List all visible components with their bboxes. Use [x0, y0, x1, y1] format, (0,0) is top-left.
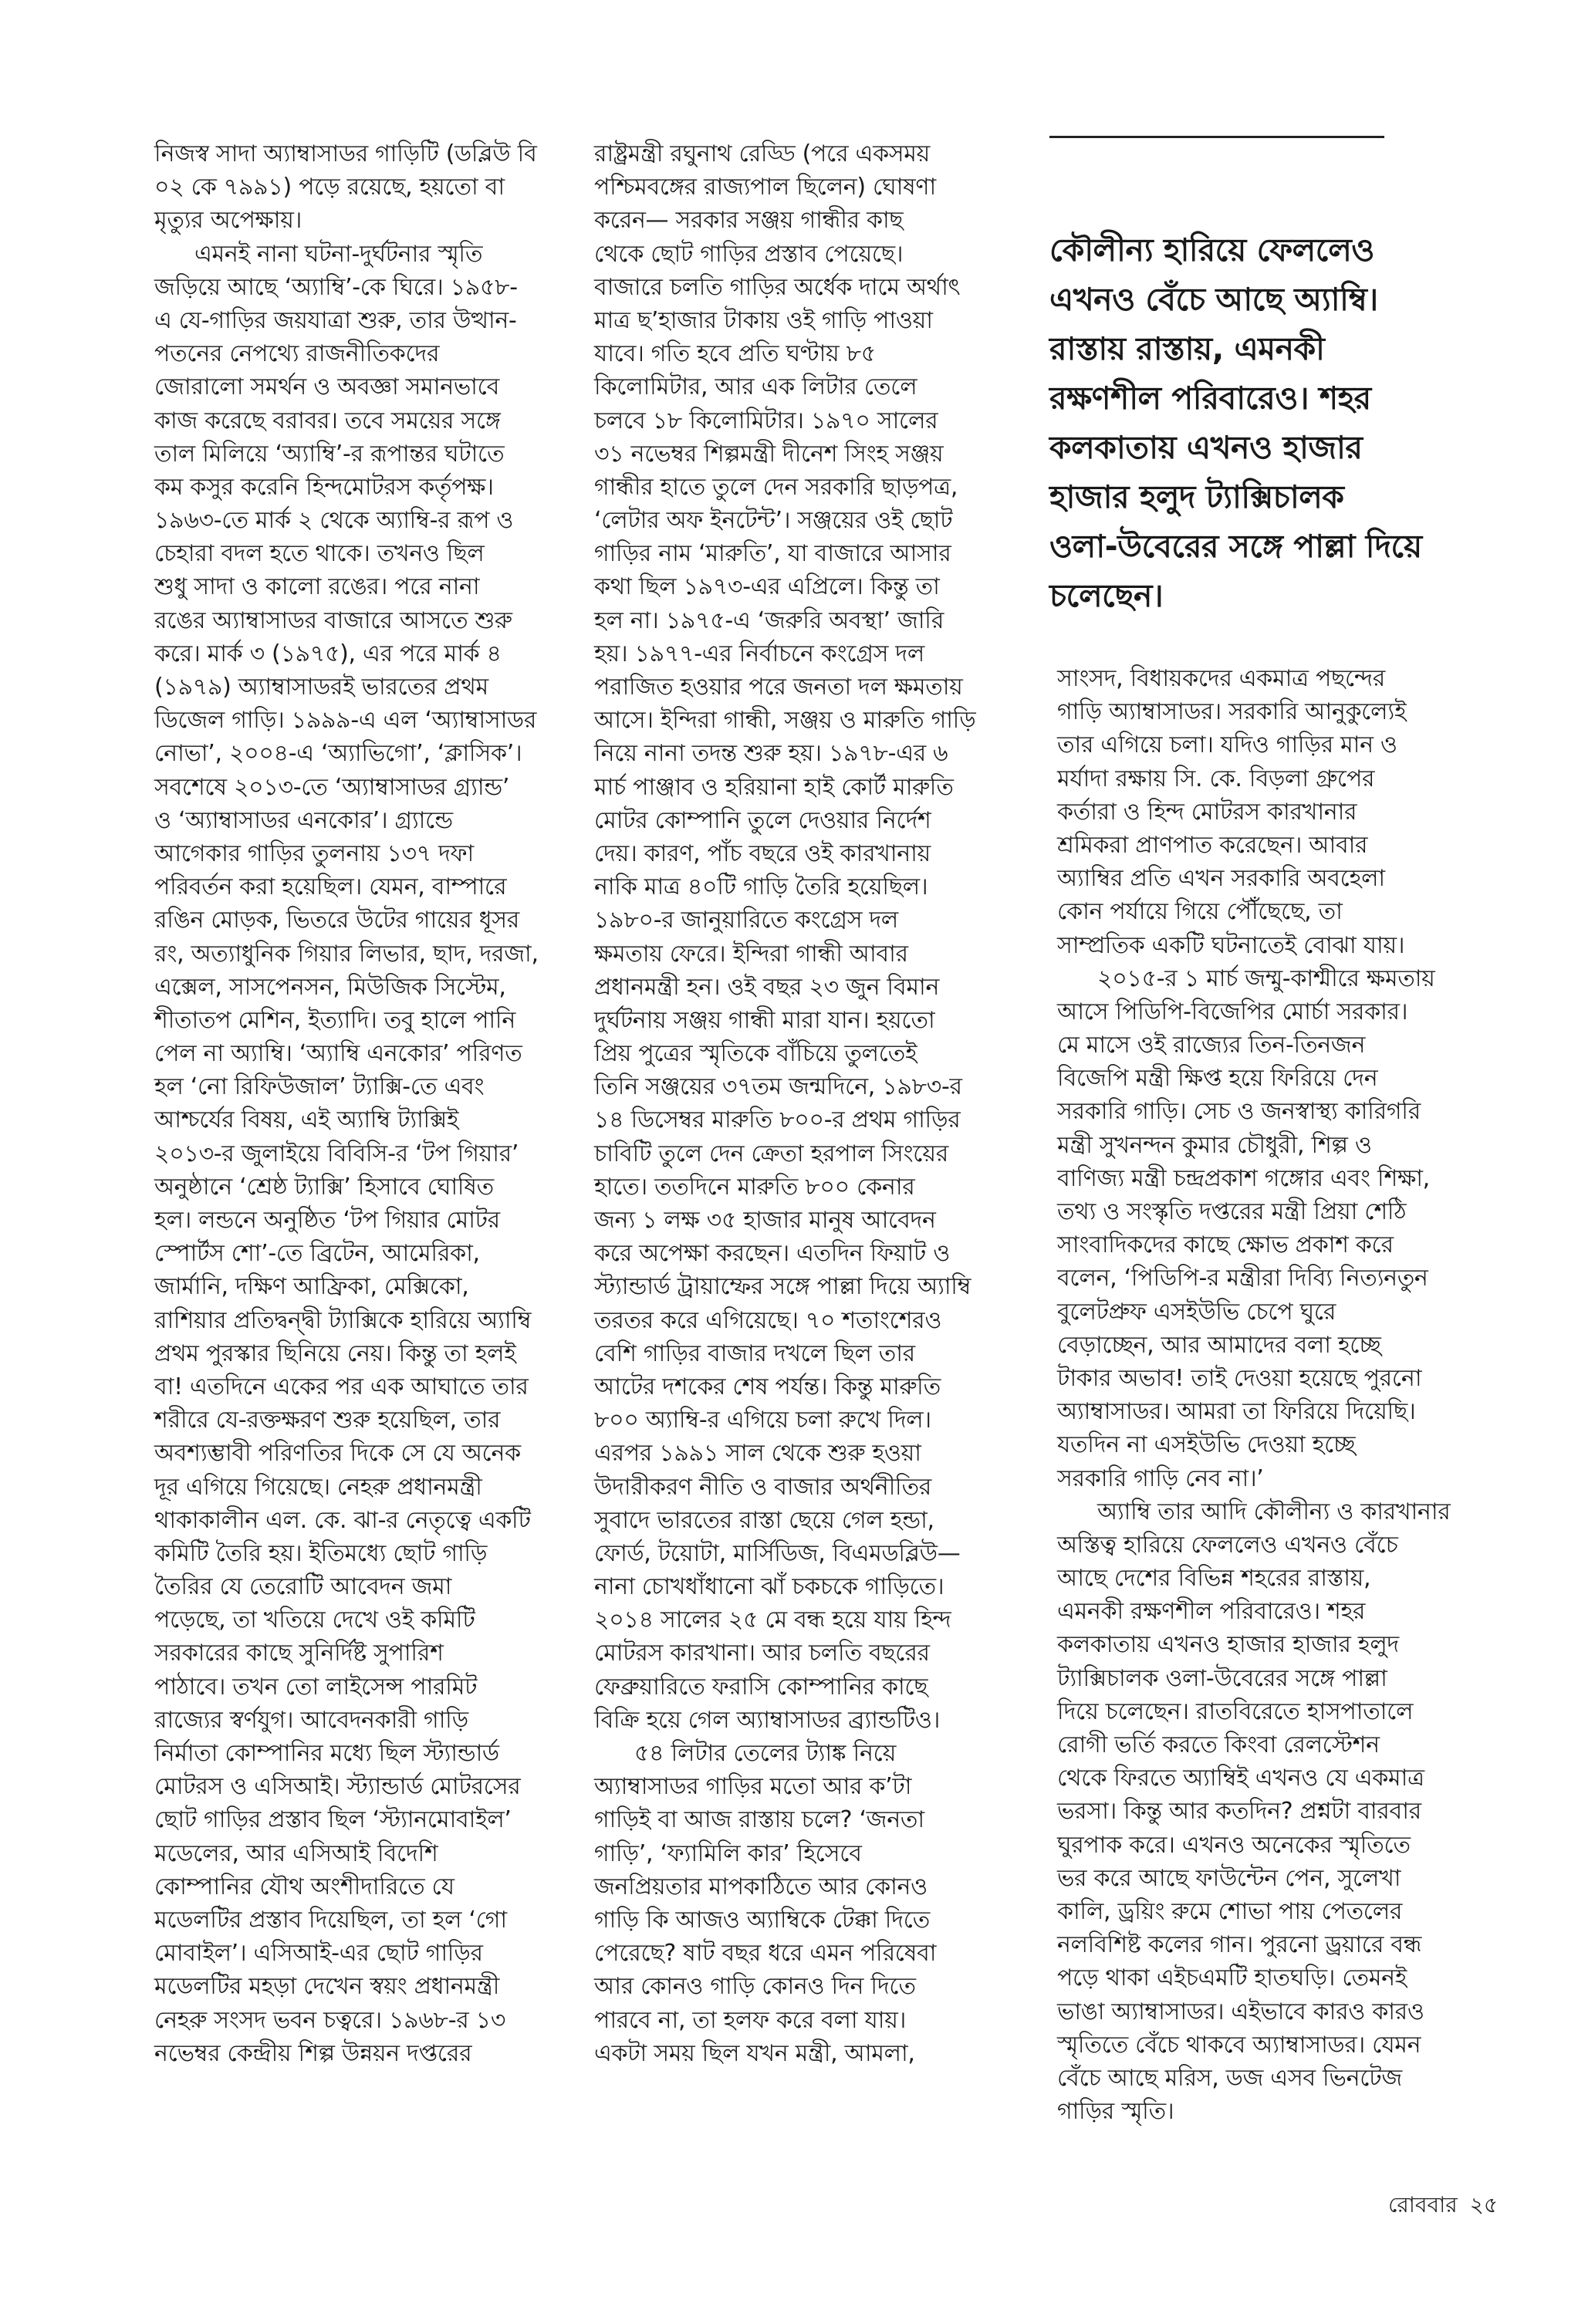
text-line: সবশেষে ২০১৩-তে ‘অ্যাম্বাসাডর গ্র্যান্ড’: [154, 773, 510, 801]
text-line: মোটরস ও এসিআই। স্ট্যান্ডার্ড মোটরসের: [154, 1773, 521, 1801]
text-line: নাকি মাত্র ৪০টি গাড়ি তৈরি হয়েছিল।: [594, 873, 928, 901]
text-line: অ্যাম্বি তার আদি কৌলীন্য ও কারখানার: [1097, 1498, 1451, 1525]
text-line: হাজার হলুদ ট্যাক্সিচালক: [1049, 478, 1344, 515]
text-line: চেহারা বদল হতে থাকে। তখনও ছিল: [154, 540, 485, 568]
text-line: ক্ষমতায় ফেরে। ইন্দিরা গান্ধী আবার: [594, 940, 908, 968]
text-line: নভেম্বর কেন্দ্রীয় শিল্প উন্নয়ন দপ্তরের: [154, 2039, 472, 2067]
text-line: নিয়ে নানা তদন্ত শুরু হয়। ১৯৭৮-এর ৬: [594, 740, 948, 768]
text-line: হয়। ১৯৭৭-এর নির্বাচনে কংগ্রেস দল: [594, 640, 924, 667]
text-line: নেহরু সংসদ ভবন চত্বরে। ১৯৬৮-র ১৩: [154, 2006, 506, 2034]
text-line: রাজ্যের স্বর্ণযুগ। আবেদনকারী গাড়ি: [154, 1706, 468, 1734]
text-line: বেড়াচ্ছেন, আর আমাদের বলা হচ্ছে: [1057, 1331, 1381, 1359]
text-line: কাজ করেছে বরাবর। তবে সময়ের সঙ্গে: [154, 407, 501, 434]
text-line: আর কোনও গাড়ি কোনও দিন দিতে: [594, 1973, 916, 2001]
text-line: মৃত্যুর অপেক্ষায়।: [154, 207, 302, 235]
text-line: কমিটি তৈরি হয়। ইতিমধ্যে ছোট গাড়ি: [154, 1539, 488, 1567]
text-line: ঘুরপাক করে। এখনও অনেকের স্মৃতিতে: [1057, 1831, 1411, 1859]
text-line: তরতর করে এগিয়েছে। ৭০ শতাংশেরও: [594, 1306, 942, 1334]
text-line: মোটরস কারখানা। আর চলতি বছরের: [594, 1640, 930, 1667]
text-line: দূর এগিয়ে গিয়েছে। নেহরু প্রধানমন্ত্রী: [154, 1473, 482, 1501]
text-line: বা! এতদিনে একের পর এক আঘাতে তার: [154, 1373, 529, 1400]
text-line: কলকাতায় এখনও হাজার: [1049, 429, 1363, 466]
text-line: মন্ত্রী সুখনন্দন কুমার চৌধুরী, শিল্প ও: [1057, 1131, 1372, 1159]
text-line: মোটর কোম্পানি তুলে দেওয়ার নির্দেশ: [594, 806, 931, 834]
text-line: তাল মিলিয়ে ‘অ্যাম্বি’-র রূপান্তর ঘটাতে: [154, 440, 505, 468]
text-line: নলবিশিষ্ট কলের গান। পুরনো ড্রয়ারে বন্ধ: [1057, 1931, 1422, 1959]
text-line: চাবিটি তুলে দেন ক্রেতা হরপাল সিংয়ের: [594, 1140, 948, 1167]
text-line: বাণিজ্য মন্ত্রী চন্দ্রপ্রকাশ গঙ্গোর এবং শিক্ষা,: [1057, 1164, 1430, 1192]
text-line: অনুষ্ঠানে ‘শ্রেষ্ঠ ট্যাক্সি’ হিসাবে ঘোষিত: [154, 1173, 494, 1201]
text-line: ৫৪ লিটার তেলের ট্যাঙ্ক নিয়ে: [634, 1740, 897, 1767]
text-line: যাবে। গতি হবে প্রতি ঘণ্টায় ৮৫: [594, 340, 876, 368]
text-line: বাজারে চলতি গাড়ির অর্ধেক দামে অর্থাৎ: [594, 273, 961, 301]
text-line: ২০১৩-র জুলাইয়ে বিবিসি-র ‘টপ গিয়ার’: [154, 1140, 519, 1167]
text-line: রক্ষণশীল পরিবারেও। শহর: [1049, 380, 1371, 417]
text-line: দিয়ে চলেছেন। রাতবিরেতে হাসপাতালে: [1057, 1697, 1414, 1725]
text-line: ১৪ ডিসেম্বর মারুতি ৮০০-র প্রথম গাড়ির: [594, 1106, 961, 1134]
text-line: বুলেটপ্রুফ এসইউভি চেপে ঘুরে: [1057, 1298, 1336, 1326]
text-line: হল। লন্ডনে অনুষ্ঠিত ‘টপ গিয়ার মোটর: [154, 1207, 500, 1234]
text-line: করেন— সরকার সঞ্জয় গান্ধীর কাছ: [594, 207, 904, 235]
text-line: জড়িয়ে আছে ‘অ্যাম্বি’-কে ঘিরে। ১৯৫৮-: [154, 273, 518, 301]
text-line: করে। মার্ক ৩ (১৯৭৫), এর পরে মার্ক ৪: [154, 640, 502, 667]
text-line: জনপ্রিয়তার মাপকাঠিতে আর কোনও: [594, 1873, 928, 1900]
text-line: প্রথম পুরস্কার ছিনিয়ে নেয়। কিন্তু তা হলই: [154, 1339, 516, 1367]
text-line: দুর্ঘটনায় সঞ্জয় গান্ধী মারা যান। হয়তো: [594, 1006, 935, 1034]
text-line: পরিবর্তন করা হয়েছিল। যেমন, বাম্পারে: [154, 873, 507, 901]
text-line: শীতাতপ মেশিন, ইত্যাদি। তবু হালে পানি: [154, 1006, 516, 1034]
text-line: প্রধানমন্ত্রী হন। ওই বছর ২৩ জুন বিমান: [594, 973, 940, 1001]
text-line: রাস্তায় রাস্তায়, এমনকী: [1049, 330, 1325, 367]
text-line: ৩১ নভেম্বর শিল্পমন্ত্রী দীনেশ সিংহ সঞ্জয়: [594, 440, 944, 468]
text-line: আশ্চর্যের বিষয়, এই অ্যাম্বি ট্যাক্সিই: [154, 1106, 459, 1134]
text-line: পশ্চিমবঙ্গের রাজ্যপাল ছিলেন) ঘোষণা: [594, 174, 936, 201]
text-line: রোগী ভর্তি করতে কিংবা রেলস্টেশন: [1057, 1731, 1380, 1758]
text-line: হল না। ১৯৭৫-এ ‘জরুরি অবস্থা’ জারি: [594, 606, 944, 634]
text-line: কলকাতায় এখনও হাজার হাজার হলুদ: [1057, 1631, 1399, 1659]
text-line: কোম্পানির যৌথ অংশীদারিতে যে: [154, 1873, 455, 1900]
text-line: মর্যাদা রক্ষায় সি. কে. বিড়লা গ্রুপের: [1057, 765, 1375, 792]
text-line: ‘লেটার অফ ইনটেন্ট’। সঞ্জয়ের ওই ছোট: [594, 507, 953, 535]
text-line: সরকারের কাছে সুনির্দিষ্ট সুপারিশ: [154, 1640, 444, 1667]
text-line: একটা সময় ছিল যখন মন্ত্রী, আমলা,: [594, 2039, 915, 2067]
text-line: স্ট্যান্ডার্ড ট্রায়াম্ফের সঙ্গে পাল্লা দিয়ে অ্যাম্বি: [594, 1273, 972, 1301]
text-line: বলেন, ‘পিডিপি-র মন্ত্রীরা দিব্যি নিত্যনতুন: [1057, 1265, 1428, 1292]
text-line: মাত্র ছ’হাজার টাকায় ওই গাড়ি পাওয়া: [594, 306, 933, 334]
text-line: পারবে না, তা হলফ করে বলা যায়।: [594, 2006, 907, 2034]
pull-quote-rule: [1049, 136, 1384, 138]
text-line: চলবে ১৮ কিলোমিটার। ১৯৭০ সালের: [594, 407, 938, 434]
text-line: সাম্প্রতিক একটি ঘটনাতেই বোঝা যায়।: [1057, 931, 1405, 959]
text-line: টাকার অভাব! তাই দেওয়া হয়েছে পুরনো: [1057, 1364, 1422, 1392]
text-line: শরীরে যে-রক্তক্ষরণ শুরু হয়েছিল, তার: [154, 1407, 501, 1434]
text-line: ফোর্ড, টয়োটা, মার্সিডিজ, বিএমডব্লিউ—: [594, 1539, 961, 1567]
text-line: গাড়িই বা আজ রাস্তায় চলে? ‘জনতা: [594, 1806, 924, 1834]
text-line: সরকারি গাড়ি। সেচ ও জনস্বাস্থ্য কারিগরি: [1057, 1098, 1421, 1126]
text-line: বিক্রি হয়ে গেল অ্যাম্বাসাডর ব্র্যান্ডটিও।: [594, 1706, 941, 1734]
text-line: গাড়ি কি আজও অ্যাম্বিকে টেক্কা দিতে: [594, 1906, 931, 1934]
pull-quote: [1049, 225, 1482, 620]
text-line: কিলোমিটার, আর এক লিটার তেলে: [594, 373, 917, 401]
text-line: রাশিয়ার প্রতিদ্বন্দ্বী ট্যাক্সিকে হারিয়ে অ্যাম্বি: [154, 1306, 532, 1334]
text-line: জন্য ১ লক্ষ ৩৫ হাজার মানুষ আবেদন: [594, 1207, 936, 1234]
text-line: মডেলটির মহড়া দেখেন স্বয়ং প্রধানমন্ত্রী: [154, 1973, 499, 2001]
text-line: পড়েছে, তা খতিয়ে দেখে ওই কমিটি: [154, 1606, 475, 1634]
text-line: নির্মাতা কোম্পানির মধ্যে ছিল স্ট্যান্ডার্ড: [154, 1740, 499, 1767]
text-line: ভরসা। কিন্তু আর কতদিন? প্রশ্নটা বারবার: [1057, 1798, 1421, 1826]
text-line: করে অপেক্ষা করছেন। এতদিন ফিয়াট ও: [594, 1240, 950, 1268]
text-line: কোন পর্যায়ে গিয়ে পৌঁছেছে, তা: [1057, 898, 1343, 926]
text-line: হাতে। ততদিনে মারুতি ৮০০ কেনার: [594, 1173, 915, 1201]
text-line: গাড়ির স্মৃতি।: [1057, 2098, 1174, 2126]
text-line: আছে দেশের বিভিন্ন শহরের রাস্তায়,: [1057, 1565, 1371, 1593]
text-line: শুধু সাদা ও কালো রঙের। পরে নানা: [154, 573, 480, 601]
text-line: তার এগিয়ে চলা। যদিও গাড়ির মান ও: [1057, 731, 1397, 759]
text-line: মোবাইল’। এসিআই-এর ছোট গাড়ির: [154, 1940, 483, 1968]
text-line: ভর করে আছে ফাউন্টেন পেন, সুলেখা: [1057, 1864, 1401, 1892]
text-line: ফেব্রুয়ারিতে ফরাসি কোম্পানির কাছে: [594, 1673, 928, 1701]
middle-column: [594, 137, 995, 2070]
text-line: গান্ধীর হাতে তুলে দেন সরকারি ছাড়পত্র,: [594, 473, 958, 501]
left-column: [154, 137, 548, 2070]
text-line: সুবাদে ভারতের রাস্তা ছেয়ে গেল হন্ডা,: [594, 1506, 934, 1534]
text-line: রঙিন মোড়ক, ভিতরে উটের গায়ের ধূসর: [154, 907, 519, 934]
text-line: পরাজিত হওয়ার পরে জনতা দল ক্ষমতায়: [594, 674, 963, 701]
text-line: ১৯৮০-র জানুয়ারিতে কংগ্রেস দল: [594, 907, 898, 934]
text-line: শ্রমিকরা প্রাণপাত করেছেন। আবার: [1057, 831, 1368, 859]
text-line: আটের দশকের শেষ পর্যন্ত। কিন্তু মারুতি: [594, 1373, 941, 1400]
text-line: যতদিন না এসইউভি দেওয়া হচ্ছে: [1057, 1431, 1356, 1459]
text-line: তিনি সঞ্জয়ের ৩৭তম জন্মদিনে, ১৯৮৩-র: [594, 1073, 962, 1101]
text-line: বিজেপি মন্ত্রী ক্ষিপ্ত হয়ে ফিরিয়ে দেন: [1057, 1065, 1378, 1093]
text-line: এক্সেল, সাসপেনসন, মিউজিক সিস্টেম,: [154, 973, 506, 1001]
text-line: কর্তারা ও হিন্দ মোটরস কারখানার: [1057, 798, 1357, 826]
text-line: অ্যাম্বির প্রতি এখন সরকারি অবহেলা: [1057, 865, 1385, 893]
text-line: ওলা-উবেরের সঙ্গে পাল্লা দিয়ে: [1049, 528, 1422, 565]
text-line: প্রিয় পুত্রের স্মৃতিকে বাঁচিয়ে তুলতেই: [594, 1040, 917, 1068]
text-line: রং, অত্যাধুনিক গিয়ার লিভার, ছাদ, দরজা,: [154, 940, 539, 968]
text-line: ১৯৬৩-তে মার্ক ২ থেকে অ্যাম্বি-র রূপ ও: [154, 507, 514, 535]
text-line: স্পোর্টস শো’-তে ব্রিটেন, আমেরিকা,: [154, 1240, 480, 1268]
text-line: পড়ে থাকা এইচএমটি হাতঘড়ি। তেমনই: [1057, 1964, 1407, 1992]
text-line: পেরেছে? ষাট বছর ধরে এমন পরিষেবা: [594, 1940, 937, 1968]
page-folio: [1376, 2188, 1498, 2224]
text-line: অ্যাম্বাসাডর। আমরা তা ফিরিয়ে দিয়েছি।: [1057, 1398, 1416, 1426]
text-line: জার্মানি, দক্ষিণ আফ্রিকা, মেক্সিকো,: [154, 1273, 469, 1301]
text-line: নিজস্ব সাদা অ্যাম্বাসাডর গাড়িটি (ডব্লিউ বি: [154, 140, 537, 167]
text-line: রাষ্ট্রমন্ত্রী রঘুনাথ রেড্ডি (পরে একসময়: [594, 140, 931, 167]
text-line: ট্যাক্সিচালক ওলা-উবেরের সঙ্গে পাল্লা: [1057, 1664, 1387, 1692]
text-line: স্মৃতিতে বেঁচে থাকবে অ্যাম্বাসাডর। যেমন: [1057, 2031, 1421, 2059]
text-line: গাড়ি’, ‘ফ্যামিলি কার’ হিসেবে: [594, 1839, 862, 1867]
text-line: ২০১৪ সালের ২৫ মে বন্ধ হয়ে যায় হিন্দ: [594, 1606, 951, 1634]
text-line: ও ‘অ্যাম্বাসাডর এনকোর’। গ্র্যান্ডে: [154, 806, 453, 834]
text-line: এমনকী রক্ষণশীল পরিবারেও। শহর: [1057, 1598, 1366, 1626]
text-line: ০২ কে ৭৯৯১) পড়ে রয়েছে, হয়তো বা: [154, 174, 505, 201]
text-line: কথা ছিল ১৯৭৩-এর এপ্রিলে। কিন্তু তা: [594, 573, 940, 601]
text-line: থেকে ফিরতে অ্যাম্বিই এখনও যে একমাত্র: [1057, 1765, 1424, 1792]
text-line: ভাঙা অ্যাম্বাসাডর। এইভাবে কারও কারও: [1057, 1998, 1424, 2025]
text-line: জোরালো সমর্থন ও অবজ্ঞা সমানভাবে: [154, 373, 500, 401]
text-line: ২০১৫-র ১ মার্চ জম্মু-কাশ্মীরে ক্ষমতায়: [1097, 964, 1435, 992]
text-line: মার্চ পাঞ্জাব ও হরিয়ানা হাই কোর্ট মারুতি: [594, 773, 954, 801]
text-line: মডেলের, আর এসিআই বিদেশি: [154, 1839, 438, 1867]
text-line: অবশ্যম্ভাবী পরিণতির দিকে সে যে অনেক: [154, 1440, 521, 1468]
text-line: অস্তিত্ব হারিয়ে ফেললেও এখনও বেঁচে: [1057, 1531, 1398, 1559]
text-line: (১৯৭৯) অ্যাম্বাসাডরই ভারতের প্রথম: [154, 674, 488, 701]
text-line: কম কসুর করেনি হিন্দমোটরস কর্তৃপক্ষ।: [154, 473, 494, 501]
text-line: পতনের নেপথ্যে রাজনীতিকদের: [154, 340, 440, 368]
text-line: রঙের অ্যাম্বাসাডর বাজারে আসতে শুরু: [154, 606, 512, 634]
text-line: কৌলীন্য হারিয়ে ফেললেও: [1049, 231, 1374, 269]
text-line: উদারীকরণ নীতি ও বাজার অর্থনীতির: [594, 1473, 931, 1501]
text-line: অ্যাম্বাসাডর গাড়ির মতো আর ক’টা: [594, 1773, 912, 1801]
text-line: দেয়। কারণ, পাঁচ বছরে ওই কারখানায়: [594, 839, 931, 867]
text-line: এ যে-গাড়ির জয়যাত্রা শুরু, তার উত্থান-: [154, 306, 517, 334]
text-line: আসে। ইন্দিরা গান্ধী, সঞ্জয় ও মারুতি গাড়ি: [594, 707, 976, 735]
text-line: থাকাকালীন এল. কে. ঝা-র নেতৃত্বে একটি: [154, 1506, 531, 1534]
text-line: আসে পিডিপি-বিজেপির মোর্চা সরকার।: [1057, 998, 1408, 1025]
text-line: থেকে ছোট গাড়ির প্রস্তাব পেয়েছে।: [594, 240, 904, 268]
page-number: ২৫: [1469, 2192, 1498, 2218]
text-line: চলেছেন।: [1049, 577, 1164, 614]
text-line: গাড়ির নাম ‘মারুতি’, যা বাজারে আসার: [594, 540, 951, 568]
publication-name: রোববার: [1388, 2192, 1458, 2218]
text-line: পাঠাবে। তখন তো লাইসেন্স পারমিট: [154, 1673, 478, 1701]
text-line: কালি, ড্রয়িং রুমে শোভা পায় পেতলের: [1057, 1897, 1403, 1925]
text-line: মডেলটির প্রস্তাব দিয়েছিল, তা হল ‘গো: [154, 1906, 507, 1934]
text-line: পেল না অ্যাম্বি। ‘অ্যাম্বি এনকোর’ পরিণত: [154, 1040, 522, 1068]
text-line: নোভা’, ২০০৪-এ ‘অ্যাভিগো’, ‘ক্লাসিক’।: [154, 740, 522, 768]
text-line: হল ‘নো রিফিউজাল’ ট্যাক্সি-তে এবং: [154, 1073, 485, 1101]
text-line: সরকারি গাড়ি নেব না।’: [1057, 1464, 1264, 1492]
text-line: সাংসদ, বিধায়কদের একমাত্র পছন্দের: [1057, 665, 1386, 692]
text-line: সাংবাদিকদের কাছে ক্ষোভ প্রকাশ করে: [1057, 1231, 1394, 1259]
right-column: [1057, 662, 1489, 2128]
text-line: বেশি গাড়ির বাজার দখলে ছিল তার: [594, 1339, 915, 1367]
text-line: এমনই নানা ঘটনা-দুর্ঘটনার স্মৃতি: [194, 240, 483, 268]
text-line: বেঁচে আছে মরিস, ডজ এসব ভিনটেজ: [1057, 2064, 1402, 2092]
text-line: গাড়ি অ্যাম্বাসাডর। সরকারি আনুকুল্যেই: [1057, 698, 1407, 726]
text-line: ছোট গাড়ির প্রস্তাব ছিল ‘স্ট্যানমোবাইল’: [154, 1806, 512, 1834]
text-line: এরপর ১৯৯১ সাল থেকে শুরু হওয়া: [594, 1440, 921, 1468]
text-line: ৮০০ অ্যাম্বি-র এগিয়ে চলা রুখে দিল।: [594, 1407, 931, 1434]
text-line: নানা চোখধাঁধানো ঝাঁ চকচকে গাড়িতে।: [594, 1573, 944, 1601]
text-line: আগেকার গাড়ির তুলনায় ১৩৭ দফা: [154, 839, 474, 867]
text-line: ডিজেল গাড়ি। ১৯৯৯-এ এল ‘অ্যাম্বাসাডর: [154, 707, 537, 735]
text-line: মে মাসে ওই রাজ্যের তিন-তিনজন: [1057, 1032, 1366, 1059]
text-line: তথ্য ও সংস্কৃতি দপ্তরের মন্ত্রী প্রিয়া শেঠি: [1057, 1198, 1407, 1225]
text-line: তৈরির যে তেরোটি আবেদন জমা: [154, 1573, 452, 1601]
text-line: এখনও বেঁচে আছে অ্যাম্বি।: [1049, 281, 1378, 318]
